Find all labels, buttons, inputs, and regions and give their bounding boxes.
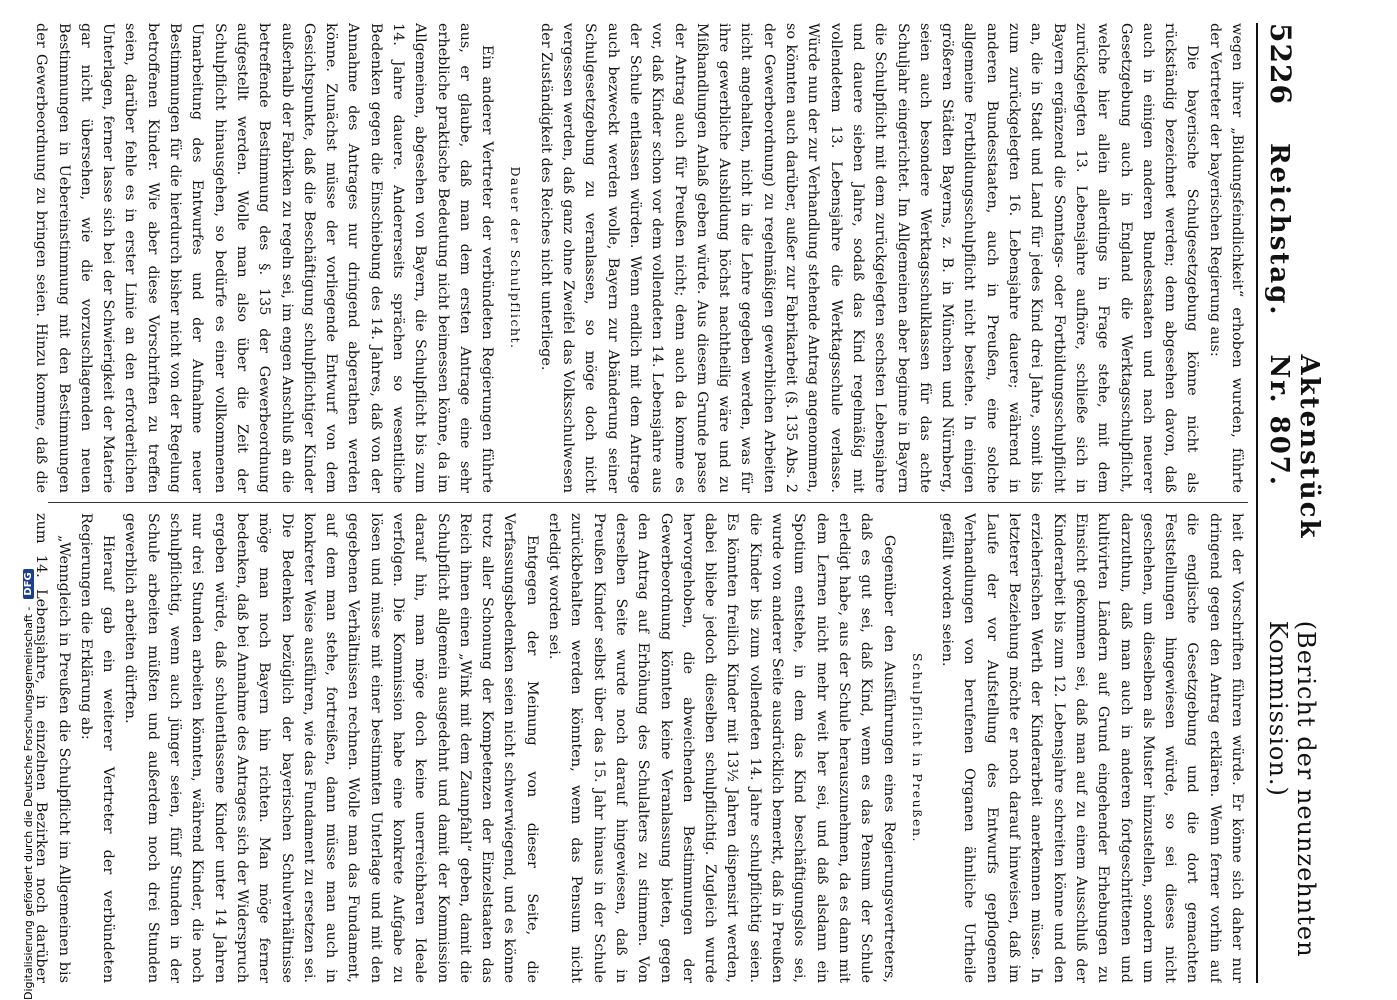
right-column — [33, 513, 1248, 983]
right-paragraph-5: „Wenngleich in Preußen die Schulpflicht im Allgemeinen bis zum 14. Lebensjahre, in einzelnen Bezirken noch darüber — [33, 513, 72, 983]
page-header — [1264, 23, 1324, 983]
right-section-heading: Schulpflicht in Preußen. — [909, 653, 925, 843]
left-section-heading: Dauer der Schulpflicht. — [508, 166, 524, 350]
header-rule — [1256, 23, 1258, 983]
column-divider — [48, 502, 1248, 503]
left-paragraph-3: Ein anderer Vertreter der verbündeten Regierungen führte aus, er glaube, daß man dem ersten Antrage eine sehr erhebliche praktische Bedeutung nicht beimessen könne, da im Allgemeinen, abgesehen von Bayern, die Schulpflicht bis zum 14. Jahre dauere. Andererseits sprächen so wesentliche Bedenken gegen die Einschiebung des 14. Jahres, daß von der Annahme des Antrages nur dringend abgerathen werden könne. Zunächst müsse der vorliegende Entwurf von dem Gesichtspunkte, daß die Beschäftigung schulpflichtiger Kinder außerhalb der Fabriken zu regeln sei, im engen Anschluß an die betreffende Bestimmung des §. 135 der Gewerbeordnung aufgestellt werden. Wolle man also über die Zeit der Schulpflicht hinausgehen, so bedürfe es einer vollkommenen Umarbeitung des Entwurfes und der Aufnahme neuer Bestimmungen für die hierdurch bisher nicht von der Regelung betroffenen Kinder. Wie aber diese Vorschriften zu treffen seien, darüber fehle es in erster Linie an den erforderlichen Unterlagen, ferner lasse sich bei der Schwierigkeit der Materie gar nicht übersehen, wie die vorzuschlagenden neuen Bestimmungen in Uebereinstimmung mit den Bestimmungen der Gewerbeordnung zu bringen seien. Hinzu komme, daß die — [33, 23, 496, 493]
attribution-text: Digitalisierung gefördert durch die Deutsche Forschungsgemeinschaft - — [21, 606, 35, 1000]
right-paragraph-2: Gegenüber den Ausführungen eines Regierungsvertreters, daß es gut sei, daß Kind, wenn es das Pensum der Schule erledigt habe, aus der Schule herauszunehmen, da es dann mit dem Lernen nicht mehr weit her sei, und daß alsdann ein Spotium entstehe, in dem das Kind beschäftigungslos sei, wurde von anderer Seite ausdrücklich bemerkt, daß in Preußen die Kinder bis zum vollendeten 14. Jahre schulpflichtig seien. Es könnten freilich Kinder mit 13½ Jahren dispensirt werden, dabei bliebe jedoch dieselben schulpflichtig. Zugleich wurde hervorgehoben, die abweichenden Bestimmungen der Gewerbeordnung könnten keine Veranlassung bieten, gegen den Antrag auf Erhöhung des Schulalters zu stimmen. Von derselben Seite wurde noch darauf hingewiesen, daß in Preußen Kinder selbst über das 15. Jahr hinaus in der Schule zurückbehalten werden könnten, wenn das Pensum nicht erledigt worden sei. — [546, 513, 897, 983]
page-number: 5226 — [1264, 23, 1297, 105]
right-paragraph-3: Entgegen der Meinung von dieser Seite, die Verfassungsbedenken seien nicht schwerwiegend, und es könne trotz aller Schonung der Kompetenzen der Einzelstaaten das Reich ihnen einen „Wink mit dem Zaunpfahl“ geben, damit die Schulpflicht allgemein ausgedehnt und damit der Kommission darauf hin, man möge doch keine unerreichbaren Ideale verfolgen. Die Kommission habe eine konkrete Aufgabe zu lösen und müsse mit einer bestimmten Unterlage und mit den gegebenen Verhältnissen rechnen. Wolle man das Fundament, auf dem man stehe, fortreißen, dann müsse man auch in konkreter Weise ausführen, wie das Fundament zu ersetzen sei. Die Bedenken bezüglich der bayerischen Schulverhältnisse möge man noch Bayern hin richten. Man möge ferner bedenken, daß bei Annahme des Antrages sich der Widerspruch ergeben würde, daß schulentlassene Kinder unter 14 Jahren nur drei Stunden arbeiten könnten, während Kinder, die noch schulpflichtig, wenn auch jünger seien, fünf Stunden in der Schule arbeiten müßten und außerdem noch drei Stunden gewerblich arbeiten dürften. — [122, 513, 540, 983]
left-paragraph-2: Die bayerische Schulgesetzgebung könne nicht als rückständig bezeichnet werden; denn abgesehen davon, daß auch in einigen anderen Bundesstaaten und nach neuerer Gesetzgebung auch in England die Werktagsschulpflicht, welche hier allein allerdings in Frage stehe, mit dem zurückgelegten 13. Lebensjahre aufhöre, schließe sich in Bayern ergänzend die Sonntags- oder Fortbildungsschulpflicht an, die in Stadt und Land für jedes Kind drei Jahre, somit bis zum zurückgelegten 16. Lebensjahre dauere; während in anderen Bundesstaaten, auch in Preußen, eine solche allgemeine Fortbildungsschulpflicht nicht bestehe. In einigen größeren Städten Bayerns, z. B. in München und Nürnberg, seien auch besondere Werktagsschulklassen für das achte Schuljahr eingerichtet. Im Allgemeinen aber beginne in Bayern die Schulpflicht mit dem zurückgelegten sechsten Lebensjahre und dauere sieben Jahre, sodaß das Kind regelmäßig mit vollendetem 13. Lebensjahre die Werktagsschule verlasse. Würde nun der zur Verhandlung stehende Antrag angenommen, so könnten auch darüber, außer zur Fabrikarbeit (§. 135 Abs. 2 der Gewerbeordnung) zu regelmäßigen gewerblichen Arbeiten nicht angehalten, nicht in die Lehre gegeben werden, was für ihre gewerbliche Ausbildung höchst nachtheilig wäre und zu Mißhandlungen Anlaß geben würde. Aus diesem Grunde passe der Antrag auch für Preußen nicht; denn auch da komme es vor, daß Kinder schon vor dem vollendeten 14. Lebensjahre aus der Schule entlassen würden. Wenn endlich mit dem Antrage auch bezweckt werden wolle, Bayern zur Abänderung seiner Schulgesetzgebung zu veranlassen, so möge doch nicht vergessen werden, daß ganz ohne Zweifel das Volksschulwesen der Zuständigkeit des Reiches nicht unterliege. — [537, 23, 1201, 493]
document-number: Aktenstück Nr. 807. — [1264, 354, 1324, 540]
left-column — [33, 23, 1248, 493]
header-subtitle: (Bericht der neunzehnten Kommission.) — [1264, 620, 1320, 958]
right-paragraph-1: heit der Vorschriften führen würde. Er könne sich daher nur dringend gegen den Antrag erklären. Wenn ferner vorhin auf die englische Gesetzgebung und die dort gemachten Feststellungen hingewiesen würde, so sei dieses nicht geschehen, um dieselben als Muster hinzustellen, sondern um darzuthun, daß man auch in anderen fortgeschrittenen und kultivirten Ländern auf Grund eingehender Erhebungen zu Einsicht gekommen sei, daß man auf zu einem Ausschluß der Kinderarbeit bis zum 12. Lebensjahre schreiten könne und den erzieherischen Werth der Kinderarbeit anerkennen müsse. In letzterer Beziehung möchte er noch darauf hinweisen, daß im Laufe der vor Aufstellung des Entwurfs gepflogenen Verhandlungen von berufenen Organen ähnliche Urtheile gefällt worden seien. — [939, 513, 1245, 983]
margin-attribution — [18, 0, 38, 1000]
dfg-logo: DFG — [23, 569, 34, 598]
header-title: Reichstag. — [1264, 142, 1294, 317]
right-paragraph-4: Hierauf gab ein weiterer Vertreter der verbündeten Regierungen die Erklärung ab: — [77, 513, 117, 983]
rotated-page — [18, 15, 1324, 995]
left-paragraph-1: wegen ihrer „Bildungsfeindlichkeit“ erhoben wurden, führte der Vertreter der bayerischen Regierung aus: — [1206, 23, 1245, 493]
